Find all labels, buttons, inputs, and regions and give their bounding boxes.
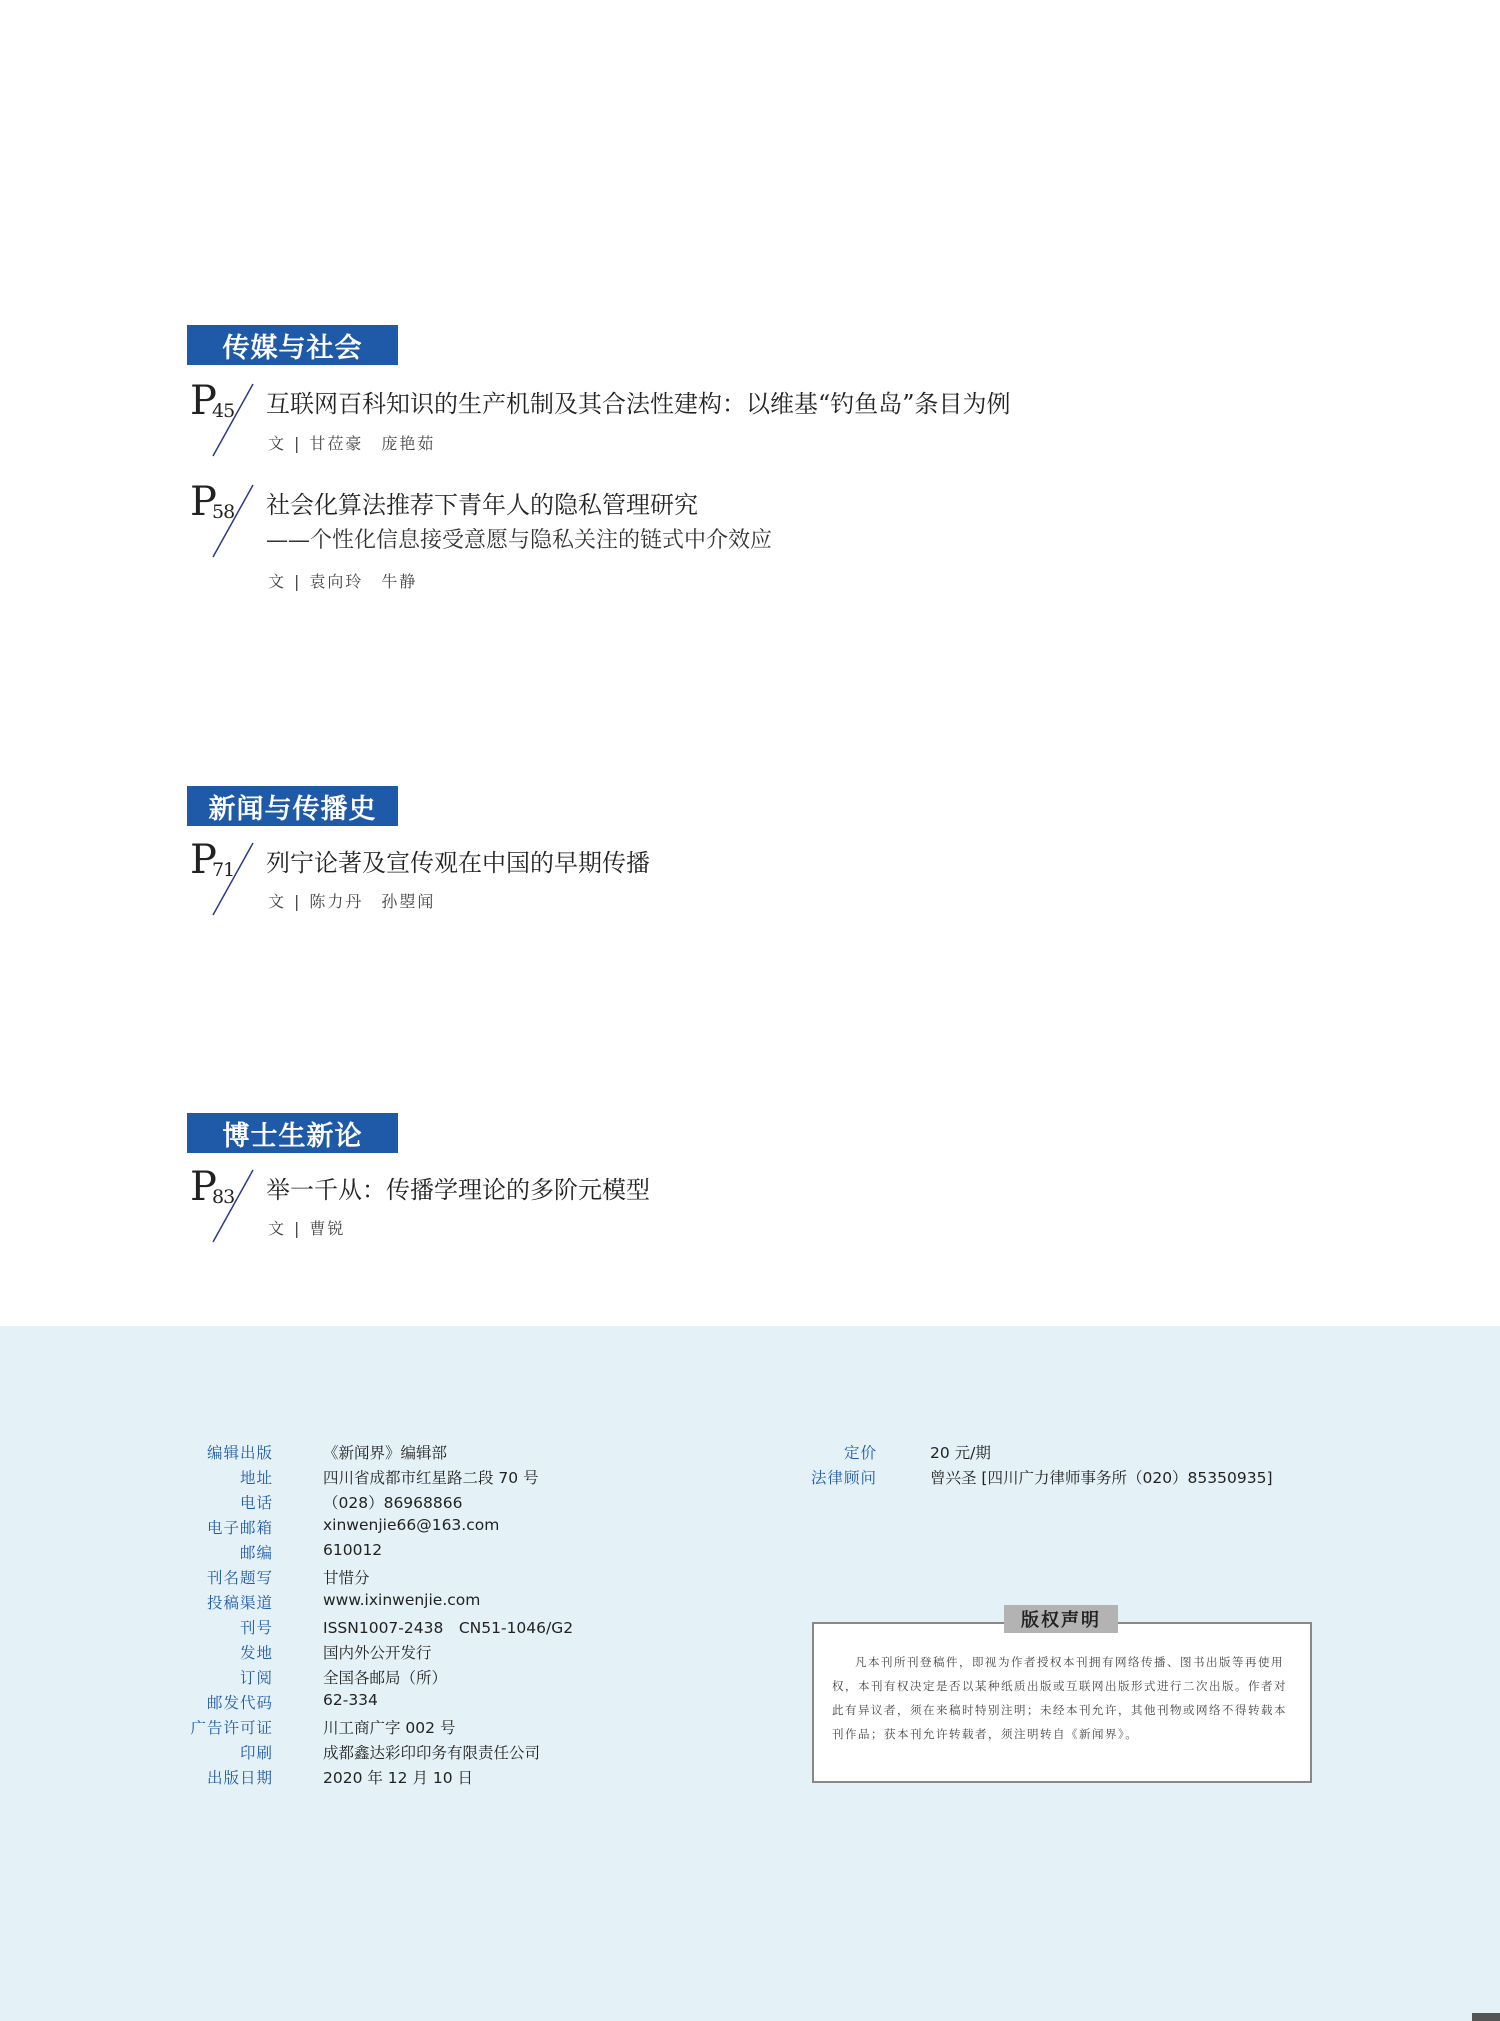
- article-authors: 曹锐: [309, 1219, 346, 1238]
- info-row: [0, 1566, 370, 1588]
- slash-icon: [187, 1168, 257, 1248]
- article-title: 社会化算法推荐下青年人的隐私管理研究: [266, 491, 698, 519]
- section-header-journalism-history: 新闻与传播史: [187, 786, 398, 826]
- page-number: 71: [212, 859, 235, 881]
- info-row: [0, 1666, 448, 1688]
- info-label: 刊号: [239, 1619, 273, 1637]
- toc-entry[interactable]: [187, 837, 1287, 921]
- info-label: 电子邮箱: [206, 1519, 273, 1537]
- info-value: 甘惜分: [323, 1569, 370, 1587]
- info-value: 《新闻界》编辑部: [323, 1444, 448, 1462]
- info-value: 全国各邮局（所）: [323, 1669, 448, 1687]
- info-row: [0, 1591, 481, 1613]
- slash-icon: [187, 841, 257, 921]
- copyright-text: 凡本刊所刊登稿件，即视为作者授权本刊拥有网络传播、图书出版等再使用权，本刊有权决定是否以某种纸质出版或互联网出版形式进行二次出版。作者对此有异议者，须在来稿时特别注明；未经本刊允许，其他刊物或网络不得转载本刊作品；获本刊允许转载者，须注明转自《新闻界》。: [832, 1655, 1287, 1741]
- info-label: 邮编: [239, 1544, 273, 1562]
- page-marker: [187, 1164, 257, 1248]
- info-row: [0, 1716, 456, 1738]
- info-value: 四川省成都市红星路二段 70 号: [323, 1469, 539, 1487]
- article-byline: [268, 569, 417, 592]
- info-row: [0, 1466, 1273, 1488]
- copyright-box: [812, 1622, 1312, 1783]
- info-value: 2020 年 12 月 10 日: [323, 1769, 474, 1787]
- page-letter: P: [190, 1164, 217, 1210]
- info-value: ISSN1007-2438 CN51-1046/G2: [323, 1619, 574, 1637]
- page-number: 58: [212, 501, 235, 523]
- info-label: 邮发代码: [206, 1694, 273, 1712]
- info-row: [0, 1766, 474, 1788]
- info-value: 国内外公开发行: [323, 1644, 432, 1662]
- info-row: [0, 1441, 991, 1463]
- page-letter: P: [190, 479, 217, 525]
- page-letter: P: [190, 378, 217, 424]
- info-value: 62-334: [323, 1691, 378, 1709]
- corner-mark: [1472, 2013, 1500, 2021]
- article-authors: 陈力丹 孙曌闻: [309, 892, 436, 911]
- byline-prefix: 文: [268, 434, 287, 453]
- section-header-phd-forum: 博士生新论: [187, 1113, 398, 1153]
- info-label: 编辑出版: [206, 1444, 273, 1462]
- section-header-media-society: 传媒与社会: [187, 325, 398, 365]
- page-marker: [187, 378, 257, 462]
- toc-entry[interactable]: [187, 479, 1287, 591]
- info-row: [0, 1491, 463, 1513]
- page-number: 83: [212, 1186, 235, 1208]
- info-label: 出版日期: [206, 1769, 273, 1787]
- page-number: 45: [212, 400, 235, 422]
- article-authors: 袁向玲 牛静: [309, 572, 418, 591]
- article-title: 互联网百科知识的生产机制及其合法性建构：以维基“钓鱼岛”条目为例: [266, 390, 1011, 418]
- page-marker: [187, 837, 257, 921]
- byline-prefix: 文: [268, 1219, 287, 1238]
- info-row: [0, 1541, 383, 1563]
- info-row: [0, 1616, 574, 1638]
- article-title: 列宁论著及宣传观在中国的早期传播: [266, 849, 650, 877]
- article-subtitle: ——个性化信息接受意愿与隐私关注的链式中介效应: [266, 528, 773, 553]
- info-value: 川工商广字 002 号: [323, 1719, 456, 1737]
- info-row: [0, 1641, 432, 1663]
- article-title: 举一千从：传播学理论的多阶元模型: [266, 1176, 650, 1204]
- toc-entry[interactable]: [187, 1164, 1287, 1248]
- copyright-title: 版权声明: [1004, 1605, 1118, 1633]
- article-byline: [268, 1216, 345, 1239]
- info-row: [0, 1741, 541, 1763]
- info-value: www.ixinwenjie.com: [323, 1591, 481, 1609]
- info-row: [0, 1516, 500, 1538]
- info-row: [0, 1691, 378, 1713]
- article-byline: [268, 889, 435, 912]
- info-value: （028）86968866: [323, 1494, 463, 1512]
- info-value: 610012: [323, 1541, 383, 1559]
- byline-prefix: 文: [268, 892, 287, 911]
- info-label: 法律顾问: [810, 1469, 877, 1487]
- byline-prefix: 文: [268, 572, 287, 591]
- page-marker: [187, 479, 257, 563]
- byline-separator: |: [294, 434, 302, 453]
- info-label: 定价: [843, 1444, 877, 1462]
- toc-entry[interactable]: [187, 378, 1287, 462]
- page-letter: P: [190, 837, 217, 883]
- info-value: xinwenjie66@163.com: [323, 1516, 500, 1534]
- article-byline: [268, 431, 435, 454]
- info-label: 电话: [239, 1494, 273, 1512]
- slash-icon: [187, 483, 257, 563]
- info-value: 曾兴圣 [四川广力律师事务所（020）85350935]: [930, 1469, 1273, 1487]
- info-label: 刊名题写: [206, 1569, 273, 1587]
- byline-separator: |: [294, 1219, 302, 1238]
- info-value: 成都鑫达彩印印务有限责任公司: [323, 1744, 541, 1762]
- info-label: 发地: [239, 1644, 273, 1662]
- info-label: 投稿渠道: [206, 1594, 273, 1612]
- info-value: 20 元/期: [930, 1444, 991, 1462]
- info-label: 广告许可证: [190, 1719, 273, 1737]
- info-label: 订阅: [239, 1669, 273, 1687]
- article-authors: 甘莅豪 庞艳茹: [309, 434, 436, 453]
- info-label: 地址: [239, 1469, 273, 1487]
- info-label: 印刷: [239, 1744, 273, 1762]
- byline-separator: |: [294, 892, 302, 911]
- slash-icon: [187, 382, 257, 462]
- byline-separator: |: [294, 572, 302, 591]
